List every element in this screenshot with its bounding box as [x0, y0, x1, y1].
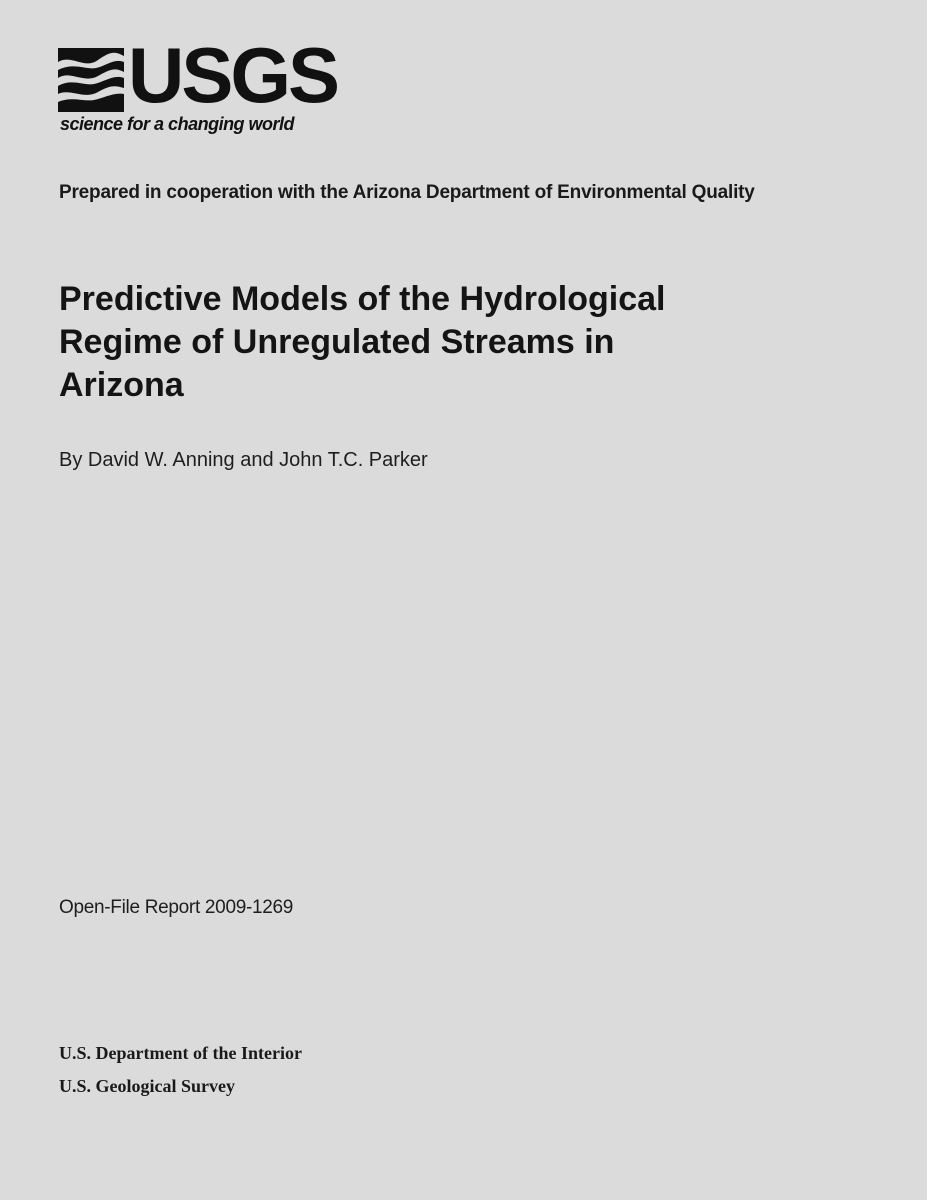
title-line: Arizona — [59, 366, 184, 404]
report-number: Open-File Report 2009-1269 — [59, 897, 294, 918]
title-line: Predictive Models of the Hydrological — [59, 280, 666, 318]
survey-name: U.S. Geological Survey — [59, 1076, 235, 1096]
department-name: U.S. Department of the Interior — [59, 1043, 302, 1063]
logo-tagline: science for a changing world — [60, 114, 295, 134]
usgs-logo — [58, 31, 338, 144]
usgs-wave-icon — [58, 48, 124, 112]
report-title — [59, 278, 819, 407]
cooperation-statement: Prepared in cooperation with the Arizona Department of Environmental Quality — [59, 182, 755, 203]
title-line: Regime of Unregulated Streams in — [59, 323, 615, 361]
usgs-wordmark: USGS — [128, 31, 338, 119]
author-line: By David W. Anning and John T.C. Parker — [59, 449, 428, 471]
